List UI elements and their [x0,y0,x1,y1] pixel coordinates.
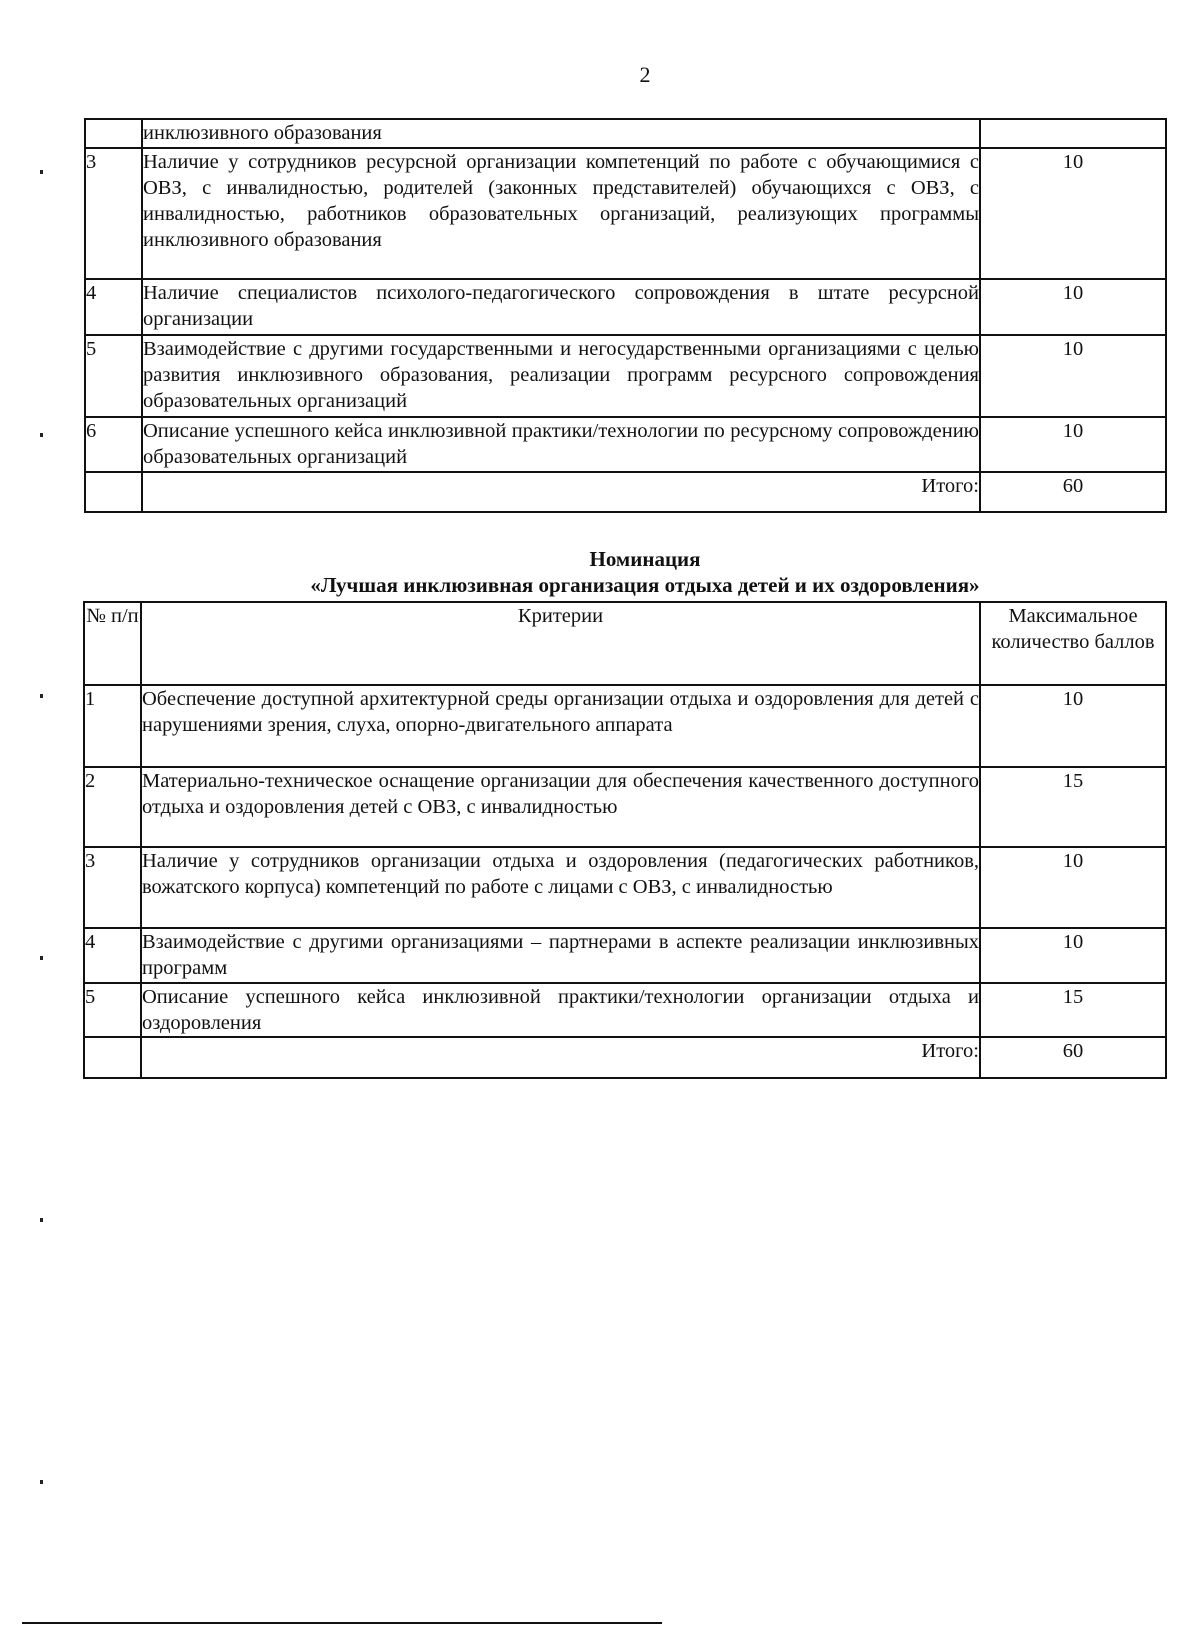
table-row [85,148,1166,279]
header-criteria: Критерии [141,602,980,685]
total-score: 60 [980,472,1166,512]
row-criterion: Описание успешного кейса инклюзивной практики/технологии организации отдыха и оздоровления [141,983,980,1037]
header-number: № п/п [84,602,141,685]
table-row [84,685,1166,767]
total-label: Итого: [142,472,980,512]
table-row [84,847,1166,928]
page-number: 2 [639,62,651,87]
row-number: 1 [84,685,141,767]
row-score: 10 [980,417,1166,472]
row-score: 15 [980,767,1166,847]
scan-mark [40,433,43,437]
scan-mark [40,1218,43,1222]
total-row [84,1037,1166,1078]
row-criterion: Обеспечение доступной архитектурной среды организации отдыха и оздоровления для детей с нарушениями зрения, слуха, опорно-двигательного аппарата [141,685,980,767]
page-edge-line [22,1622,662,1624]
header-max-score: Максимальное количество баллов [980,602,1166,685]
row-score: 10 [980,335,1166,417]
row-score: 10 [980,148,1166,279]
table-row [84,928,1166,983]
scan-mark [40,956,43,960]
row-score: 15 [980,983,1166,1037]
row-criterion: Наличие специалистов психолого-педагогического сопровождения в штате ресурсной организации [142,279,980,335]
row-score: 10 [980,847,1166,928]
row-number: 5 [84,983,141,1037]
total-empty-cell [84,1037,141,1078]
row-number: 4 [84,928,141,983]
nomination-subtitle: «Лучшая инклюзивная организация отдыха детей и их оздоровления» [310,573,980,597]
row-number: 4 [85,279,142,335]
row-criterion: Наличие у сотрудников организации отдыха и оздоровления (педагогических работников, вожатского корпуса) компетенций по работе с лицами с ОВЗ, с инвалидностью [141,847,980,928]
row-criterion: Взаимодействие с другими организациями – партнерами в аспекте реализации инклюзивных программ [141,928,980,983]
row-criterion: Наличие у сотрудников ресурсной организации компетенций по работе с обучающимися с ОВЗ, с инвалидностью, родителей (законных представителей) обучающихся с ОВЗ, с инвалидностью, работников образовательных организаций, реализующих программы инклюзивного образования [142,148,980,279]
row-number [85,119,142,148]
row-criterion: Описание успешного кейса инклюзивной практики/технологии по ресурсному сопровождению образовательных организаций [142,417,980,472]
total-empty-cell [85,472,142,512]
table-header-row [84,602,1166,685]
row-criterion: инклюзивного образования [142,119,980,148]
scan-mark [40,1480,43,1484]
table-row [84,983,1166,1037]
row-score: 10 [980,685,1166,767]
total-score: 60 [980,1037,1166,1078]
table-row [85,279,1166,335]
total-label: Итого: [141,1037,980,1078]
row-number: 6 [85,417,142,472]
row-number: 3 [84,847,141,928]
nomination-title: Номинация [589,547,701,571]
row-score: 10 [980,279,1166,335]
criteria-table-resource [84,118,1167,513]
row-number: 5 [85,335,142,417]
table-row [85,417,1166,472]
table-row [85,119,1166,148]
row-number: 3 [85,148,142,279]
table-row [85,335,1166,417]
row-criterion: Взаимодействие с другими государственными и негосударственными организациями с целью развития инклюзивного образования, реализации программ ресурсного сопровождения образовательных организаций [142,335,980,417]
scan-mark [40,170,43,174]
row-score: 10 [980,928,1166,983]
row-number: 2 [84,767,141,847]
table-row [84,767,1166,847]
criteria-table-recreation [83,601,1167,1079]
total-row [85,472,1166,512]
scan-mark [40,694,43,698]
row-score [980,119,1166,148]
row-criterion: Материально-техническое оснащение организации для обеспечения качественного доступного отдыха и оздоровления детей с ОВЗ, с инвалидностью [141,767,980,847]
